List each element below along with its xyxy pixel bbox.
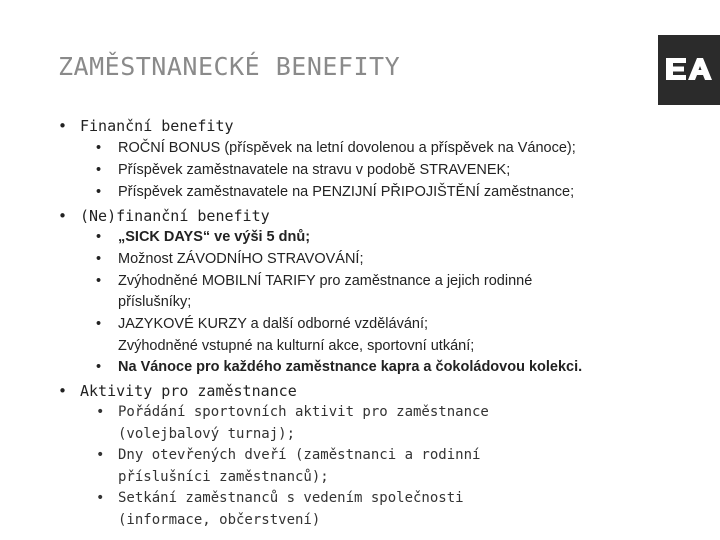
list-item-continuation: příslušníci zaměstnanců);: [118, 469, 329, 485]
list-item-continuation: Zvýhodněné vstupné na kulturní akce, sportovní utkání;: [118, 338, 475, 354]
list-item-continuation: příslušníky;: [118, 294, 192, 310]
bullet: •: [58, 117, 68, 135]
slide-title: ZAMĚSTNANECKÉ BENEFITY: [58, 52, 401, 81]
list-item-continuation: (volejbalový turnaj);: [118, 426, 296, 442]
list-item-continuation: (informace, občerstvení): [118, 512, 321, 528]
slide-content: • Finanční benefity • ROČNÍ BONUS (příspěvek na letní dovolenou a příspěvek na Vánoce); • Příspěvek zaměstnavatele na stravu v podobě STRAVENEK; • Příspěvek zaměstnavatele na PENZIJNÍ PŘIPOJIŠTĚNÍ zaměstnance; • (Ne)finanční benefity • „SICK DAYS“ ve výši 5 dnů; • Možnost ZÁVODNÍHO STRAVOVÁNÍ; • Zvýhodněné MOBILNÍ TARIFY pro zaměstnance a jejich rodinné příslušníky; • JAZYKOVÉ KURZY a další odborné vzdělávání; Zvýhodněné vstupné na kulturní akce, sportovní utkání; • Na Vánoce pro každého zaměstnance kapra a čokoládovou kolekci. • Aktivity pro zaměstnance • Pořádání sportovních aktivit pro zaměstnance (volejbalový turnaj); • Dny otevřených dveří (zaměstnanci a rodinní příslušníci zaměstnanců); • Setkání zaměstnanců s vedením společnosti (informace, občerstvení): [58, 117, 583, 528]
